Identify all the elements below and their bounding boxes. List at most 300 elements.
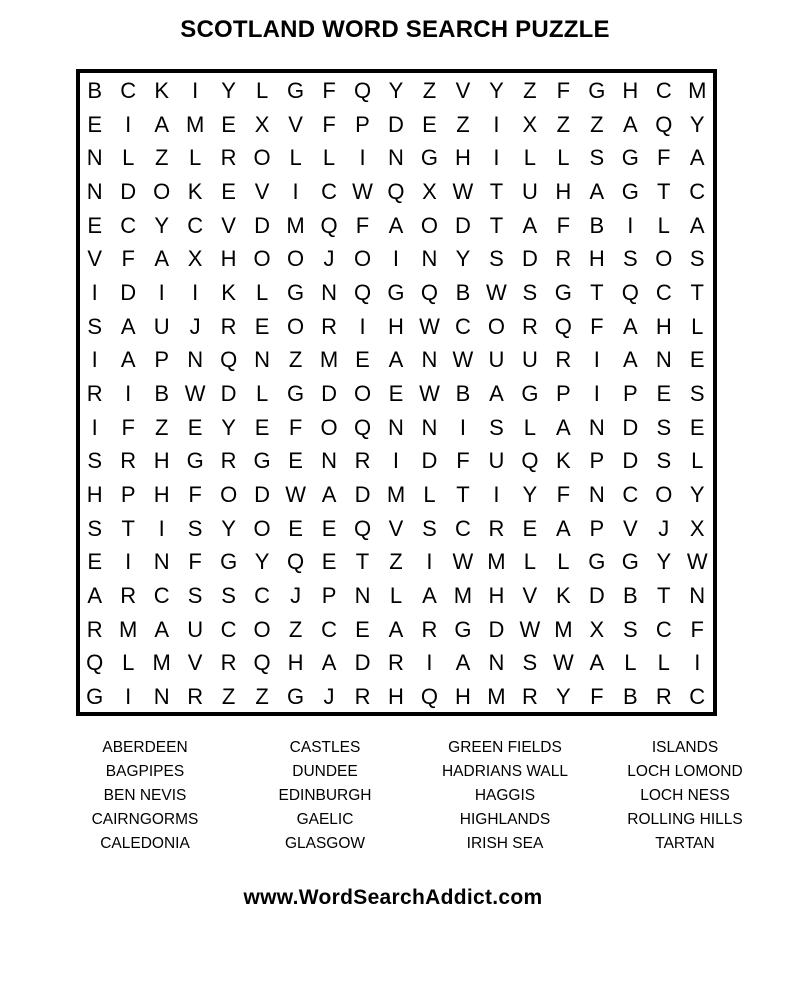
grid-letter: M xyxy=(386,482,406,508)
grid-letter: J xyxy=(189,313,201,339)
grid-letter: N xyxy=(488,650,505,676)
grid-letter: F xyxy=(188,482,202,508)
word-list-item: GLASGOW xyxy=(284,835,366,852)
grid-letter: P xyxy=(622,380,638,406)
grid-letter: O xyxy=(153,178,171,204)
grid-letter: R xyxy=(521,313,538,339)
grid-letter: V xyxy=(187,650,203,676)
grid-letter: U xyxy=(488,448,505,474)
grid-letter: S xyxy=(589,145,605,171)
grid-letter: D xyxy=(321,380,337,406)
grid-letter: L xyxy=(189,145,202,171)
word-list-item: ROLLING HILLS xyxy=(627,811,743,828)
word-list-item: HIGHLANDS xyxy=(459,811,551,828)
grid-letter: F xyxy=(690,616,704,642)
grid-letter: T xyxy=(489,178,504,204)
grid-letter: U xyxy=(153,313,170,339)
grid-letter: Y xyxy=(689,111,705,137)
grid-letter: W xyxy=(519,616,541,642)
grid-letter: W xyxy=(452,549,474,575)
grid-letter: Q xyxy=(353,515,372,541)
grid-letter: H xyxy=(388,684,404,710)
grid-letter: N xyxy=(321,279,337,305)
grid-letter: F xyxy=(556,212,571,238)
grid-letter: R xyxy=(555,246,572,272)
grid-letter: Z xyxy=(590,111,604,137)
grid-letter: Q xyxy=(387,178,405,204)
grid-letter: O xyxy=(253,616,271,642)
grid-letter: C xyxy=(120,212,137,238)
grid-letter: C xyxy=(321,178,337,204)
grid-letter: Y xyxy=(221,414,236,440)
grid-letter: O xyxy=(287,313,305,339)
grid-letter: Z xyxy=(288,347,303,373)
grid-letter: K xyxy=(221,279,236,305)
word-list-item: ISLANDS xyxy=(651,739,719,756)
grid-letter: O xyxy=(220,482,238,508)
grid-letter: Y xyxy=(221,515,236,541)
grid-letter: O xyxy=(353,380,372,406)
grid-letter: Q xyxy=(220,347,238,373)
grid-letter: O xyxy=(253,145,271,171)
grid-letter: Y xyxy=(154,212,170,238)
grid-letter: L xyxy=(624,650,637,676)
grid-letter: W xyxy=(352,178,373,204)
grid-letter: O xyxy=(655,246,673,272)
grid-letter: A xyxy=(622,347,638,373)
grid-letter: R xyxy=(655,684,672,710)
grid-letter: I xyxy=(459,414,466,440)
grid-letter: G xyxy=(621,145,639,171)
grid-letter: E xyxy=(689,347,705,373)
grid-letter: I xyxy=(694,650,701,676)
grid-letter: L xyxy=(657,650,670,676)
grid-letter: R xyxy=(86,616,103,642)
grid-letter: Q xyxy=(621,279,639,305)
grid-letter: E xyxy=(355,347,370,373)
grid-letter: T xyxy=(489,212,504,238)
grid-letter: T xyxy=(590,279,604,305)
grid-letter: A xyxy=(622,111,638,137)
grid-letter: R xyxy=(220,448,237,474)
word-list-item: TARTAN xyxy=(655,835,715,852)
word-list-item: HAGGIS xyxy=(474,787,536,804)
grid-letter: H xyxy=(454,145,471,171)
grid-letter: N xyxy=(588,414,605,440)
grid-letter: L xyxy=(657,212,670,238)
grid-letter: C xyxy=(220,616,237,642)
grid-letter: I xyxy=(426,549,433,575)
word-list-item: EDINBURGH xyxy=(278,787,372,804)
grid-letter: G xyxy=(554,279,572,305)
grid-letter: C xyxy=(321,616,337,642)
grid-letter: I xyxy=(125,549,132,575)
grid-letter: A xyxy=(422,583,437,609)
grid-letter: O xyxy=(420,212,439,238)
grid-letter: A xyxy=(589,178,605,204)
grid-letter: N xyxy=(588,482,605,508)
grid-letter: G xyxy=(220,549,238,575)
grid-letter: C xyxy=(689,684,706,710)
grid-letter: E xyxy=(422,111,437,137)
grid-letter: G xyxy=(186,448,204,474)
grid-letter: M xyxy=(453,583,473,609)
grid-letter: S xyxy=(87,515,103,541)
grid-letter: F xyxy=(121,414,135,440)
grid-letter: D xyxy=(388,111,404,137)
grid-letter: J xyxy=(290,583,302,609)
grid-letter: L xyxy=(255,279,269,305)
grid-letter: K xyxy=(187,178,203,204)
word-list-item: LOCH NESS xyxy=(640,787,730,804)
grid-letter: M xyxy=(688,77,707,103)
grid-letter: I xyxy=(125,380,132,406)
grid-letter: M xyxy=(319,347,339,373)
grid-letter: I xyxy=(493,111,500,137)
word-list-item: BEN NEVIS xyxy=(103,787,187,804)
grid-letter: I xyxy=(426,650,433,676)
word-list-item: GAELIC xyxy=(296,811,354,828)
grid-letter: L xyxy=(389,583,403,609)
grid-letter: S xyxy=(689,246,705,272)
grid-letter: I xyxy=(158,279,165,305)
grid-letter: F xyxy=(556,77,571,103)
grid-letter: A xyxy=(689,212,705,238)
grid-letter: X xyxy=(589,616,605,642)
word-list-column xyxy=(415,736,595,856)
grid-letter: G xyxy=(454,616,472,642)
grid-letter: F xyxy=(657,145,671,171)
grid-letter: H xyxy=(86,482,103,508)
grid-letter: D xyxy=(622,414,639,440)
grid-letter: V xyxy=(455,77,471,103)
grid-letter: W xyxy=(686,549,708,575)
grid-letter: S xyxy=(622,246,638,272)
grid-letter: Z xyxy=(523,77,537,103)
grid-letter: H xyxy=(555,178,572,204)
grid-letter: R xyxy=(354,684,371,710)
grid-letter: Y xyxy=(455,246,471,272)
word-list-item: DUNDEE xyxy=(292,763,358,780)
grid-letter: Z xyxy=(154,414,169,440)
grid-letter: I xyxy=(359,313,366,339)
grid-letter: O xyxy=(253,515,271,541)
grid-letter: Y xyxy=(689,482,705,508)
grid-letter: I xyxy=(392,246,400,272)
grid-letter: N xyxy=(421,246,438,272)
grid-letter: O xyxy=(487,313,505,339)
grid-letter: D xyxy=(521,246,538,272)
grid-letter: Q xyxy=(420,279,439,305)
grid-letter: T xyxy=(657,583,671,609)
grid-letter: E xyxy=(87,212,103,238)
grid-letter: G xyxy=(621,178,639,204)
grid-letter: A xyxy=(154,616,170,642)
grid-letter: L xyxy=(122,650,135,676)
grid-letter: M xyxy=(185,111,205,137)
grid-letter: N xyxy=(354,583,371,609)
grid-letter: W xyxy=(285,482,306,508)
grid-letter: T xyxy=(456,482,470,508)
grid-letter: U xyxy=(187,616,204,642)
grid-letter: V xyxy=(221,212,236,238)
grid-letter: E xyxy=(254,414,270,440)
grid-letter: E xyxy=(87,549,103,575)
grid-letter: F xyxy=(556,482,571,508)
grid-letter: U xyxy=(521,178,538,204)
grid-letter: E xyxy=(689,414,705,440)
grid-letter: N xyxy=(388,145,404,171)
grid-letter: W xyxy=(184,380,206,406)
grid-letter: C xyxy=(622,482,639,508)
grid-letter: Q xyxy=(353,414,372,440)
grid-letter: V xyxy=(87,246,103,272)
grid-letter: C xyxy=(187,212,204,238)
grid-letter: I xyxy=(493,482,500,508)
word-list-column xyxy=(55,736,235,856)
grid-letter: K xyxy=(556,448,571,474)
grid-letter: O xyxy=(655,482,673,508)
grid-letter: P xyxy=(120,482,136,508)
grid-letter: A xyxy=(455,650,471,676)
grid-letter: R xyxy=(220,145,237,171)
word-list-item: BAGPIPES xyxy=(105,763,185,780)
grid-letter: N xyxy=(187,347,204,373)
grid-letter: T xyxy=(121,515,135,541)
grid-letter: R xyxy=(388,650,404,676)
grid-letter: D xyxy=(120,178,137,204)
grid-letter: Z xyxy=(221,684,236,710)
grid-letter: M xyxy=(554,616,573,642)
grid-letter: M xyxy=(487,549,506,575)
grid-letter: R xyxy=(220,650,237,676)
grid-letter: C xyxy=(454,313,471,339)
grid-letter: L xyxy=(122,145,135,171)
grid-letter: D xyxy=(421,448,438,474)
grid-letter: X xyxy=(187,246,203,272)
grid-letter: G xyxy=(588,77,606,103)
grid-letter: F xyxy=(590,684,604,710)
grid-letter: L xyxy=(557,145,570,171)
grid-letter: S xyxy=(422,515,437,541)
grid-letter: V xyxy=(522,583,538,609)
grid-letter: O xyxy=(353,246,372,272)
grid-letter: E xyxy=(87,111,103,137)
grid-letter: X xyxy=(254,111,270,137)
grid-letter: Q xyxy=(320,212,338,238)
letter-grid xyxy=(78,74,714,714)
grid-letter: A xyxy=(556,515,571,541)
grid-letter: L xyxy=(255,77,269,103)
grid-letter: P xyxy=(556,380,571,406)
grid-letter: C xyxy=(454,515,471,541)
grid-letter: C xyxy=(655,77,672,103)
grid-letter: C xyxy=(655,279,672,305)
grid-letter: F xyxy=(590,313,604,339)
grid-letter: B xyxy=(455,380,471,406)
word-list-item: GREEN FIELDS xyxy=(448,739,562,756)
grid-letter: Z xyxy=(288,616,303,642)
grid-letter: D xyxy=(120,279,137,305)
word-list-item: CALEDONIA xyxy=(100,835,190,852)
grid-letter: S xyxy=(656,414,672,440)
grid-letter: S xyxy=(522,650,538,676)
grid-letter: Z xyxy=(456,111,470,137)
grid-letter: O xyxy=(287,246,305,272)
grid-letter: G xyxy=(588,549,606,575)
grid-letter: N xyxy=(388,414,404,440)
word-list-item: IRISH SEA xyxy=(466,835,544,852)
grid-letter: D xyxy=(488,616,505,642)
grid-letter: C xyxy=(153,583,170,609)
grid-letter: P xyxy=(589,515,605,541)
grid-letter: Q xyxy=(655,111,673,137)
grid-letter: V xyxy=(622,515,638,541)
grid-letter: Q xyxy=(353,279,372,305)
grid-letter: I xyxy=(91,414,98,440)
grid-letter: E xyxy=(187,414,203,440)
grid-letter: G xyxy=(521,380,539,406)
grid-letter: A xyxy=(154,111,170,137)
grid-letter: B xyxy=(87,77,103,103)
grid-letter: M xyxy=(119,616,138,642)
grid-letter: S xyxy=(187,515,203,541)
grid-letter: G xyxy=(287,684,305,710)
grid-letter: D xyxy=(354,482,371,508)
grid-letter: N xyxy=(153,549,170,575)
grid-letter: I xyxy=(91,347,98,373)
grid-letter: G xyxy=(253,448,271,474)
grid-letter: E xyxy=(355,616,370,642)
grid-letter: S xyxy=(221,583,236,609)
grid-letter: L xyxy=(289,145,302,171)
grid-letter: O xyxy=(253,246,271,272)
grid-letter: I xyxy=(493,145,500,171)
grid-letter: V xyxy=(254,178,270,204)
grid-letter: Q xyxy=(287,549,305,575)
grid-letter: D xyxy=(622,448,639,474)
grid-letter: F xyxy=(322,77,336,103)
grid-letter: T xyxy=(657,178,671,204)
word-list xyxy=(55,736,775,856)
grid-letter: Y xyxy=(221,77,236,103)
grid-letter: D xyxy=(254,212,271,238)
grid-letter: Q xyxy=(521,448,539,474)
grid-letter: R xyxy=(187,684,204,710)
grid-letter: D xyxy=(588,583,605,609)
grid-letter: M xyxy=(487,684,506,710)
grid-letter: S xyxy=(87,448,103,474)
grid-letter: K xyxy=(154,77,170,103)
grid-letter: Z xyxy=(556,111,571,137)
grid-letter: F xyxy=(188,549,202,575)
grid-letter: Y xyxy=(388,77,404,103)
grid-letter: L xyxy=(523,145,537,171)
grid-letter: E xyxy=(221,111,236,137)
grid-letter: C xyxy=(689,178,706,204)
grid-letter: Y xyxy=(489,77,504,103)
grid-letter: T xyxy=(690,279,704,305)
grid-letter: D xyxy=(220,380,237,406)
grid-letter: F xyxy=(288,414,303,440)
grid-letter: G xyxy=(287,77,305,103)
grid-letter: F xyxy=(322,111,336,137)
grid-letter: G xyxy=(86,684,104,710)
grid-letter: S xyxy=(489,414,504,440)
grid-letter: C xyxy=(120,77,137,103)
grid-letter: I xyxy=(593,380,600,406)
grid-letter: L xyxy=(691,448,704,474)
word-list-item: HADRIANS WALL xyxy=(441,763,569,780)
grid-letter: W xyxy=(452,178,474,204)
grid-letter: A xyxy=(589,650,605,676)
grid-letter: Y xyxy=(556,684,571,710)
grid-letter: H xyxy=(488,583,505,609)
word-list-item: CASTLES xyxy=(289,739,361,756)
site-url: www.WordSearchAddict.com xyxy=(243,886,543,909)
grid-letter: D xyxy=(454,212,471,238)
grid-letter: E xyxy=(321,515,337,541)
grid-letter: Y xyxy=(522,482,538,508)
grid-letter: L xyxy=(322,145,336,171)
word-list-column xyxy=(235,736,415,856)
grid-letter: E xyxy=(522,515,538,541)
grid-letter: B xyxy=(622,684,638,710)
grid-letter: R xyxy=(86,380,103,406)
grid-letter: B xyxy=(455,279,471,305)
grid-letter: A xyxy=(388,347,404,373)
word-list-item: LOCH LOMOND xyxy=(627,763,743,780)
grid-letter: J xyxy=(323,246,335,272)
grid-letter: W xyxy=(419,380,440,406)
grid-letter: I xyxy=(292,178,299,204)
grid-letter: L xyxy=(523,549,537,575)
grid-letter: A xyxy=(388,212,404,238)
grid-letter: N xyxy=(421,347,438,373)
grid-letter: R xyxy=(120,583,137,609)
grid-letter: A xyxy=(321,650,337,676)
grid-letter: W xyxy=(419,313,440,339)
grid-letter: S xyxy=(489,246,504,272)
grid-letter: L xyxy=(423,482,436,508)
grid-letter: L xyxy=(557,549,570,575)
grid-letter: Q xyxy=(86,650,104,676)
grid-letter: A xyxy=(120,313,136,339)
grid-letter: Q xyxy=(253,650,271,676)
grid-letter: Q xyxy=(554,313,572,339)
grid-letter: G xyxy=(287,279,305,305)
grid-letter: I xyxy=(158,515,165,541)
grid-letter: J xyxy=(323,684,335,710)
grid-letter: Z xyxy=(154,145,169,171)
grid-letter: R xyxy=(521,684,538,710)
grid-letter: A xyxy=(689,145,705,171)
word-list-item: CAIRNGORMS xyxy=(91,811,199,828)
grid-letter: H xyxy=(454,684,471,710)
grid-letter: H xyxy=(287,650,304,676)
grid-letter: P xyxy=(154,347,170,373)
grid-letter: T xyxy=(355,549,370,575)
grid-letter: L xyxy=(255,380,269,406)
grid-letter: E xyxy=(254,313,270,339)
puzzle-title: SCOTLAND WORD SEARCH PUZZLE xyxy=(180,16,610,43)
grid-letter: F xyxy=(355,212,370,238)
grid-letter: G xyxy=(387,279,405,305)
grid-letter: N xyxy=(655,347,672,373)
grid-letter: Z xyxy=(389,549,403,575)
grid-letter: I xyxy=(192,279,199,305)
grid-letter: L xyxy=(523,414,537,440)
